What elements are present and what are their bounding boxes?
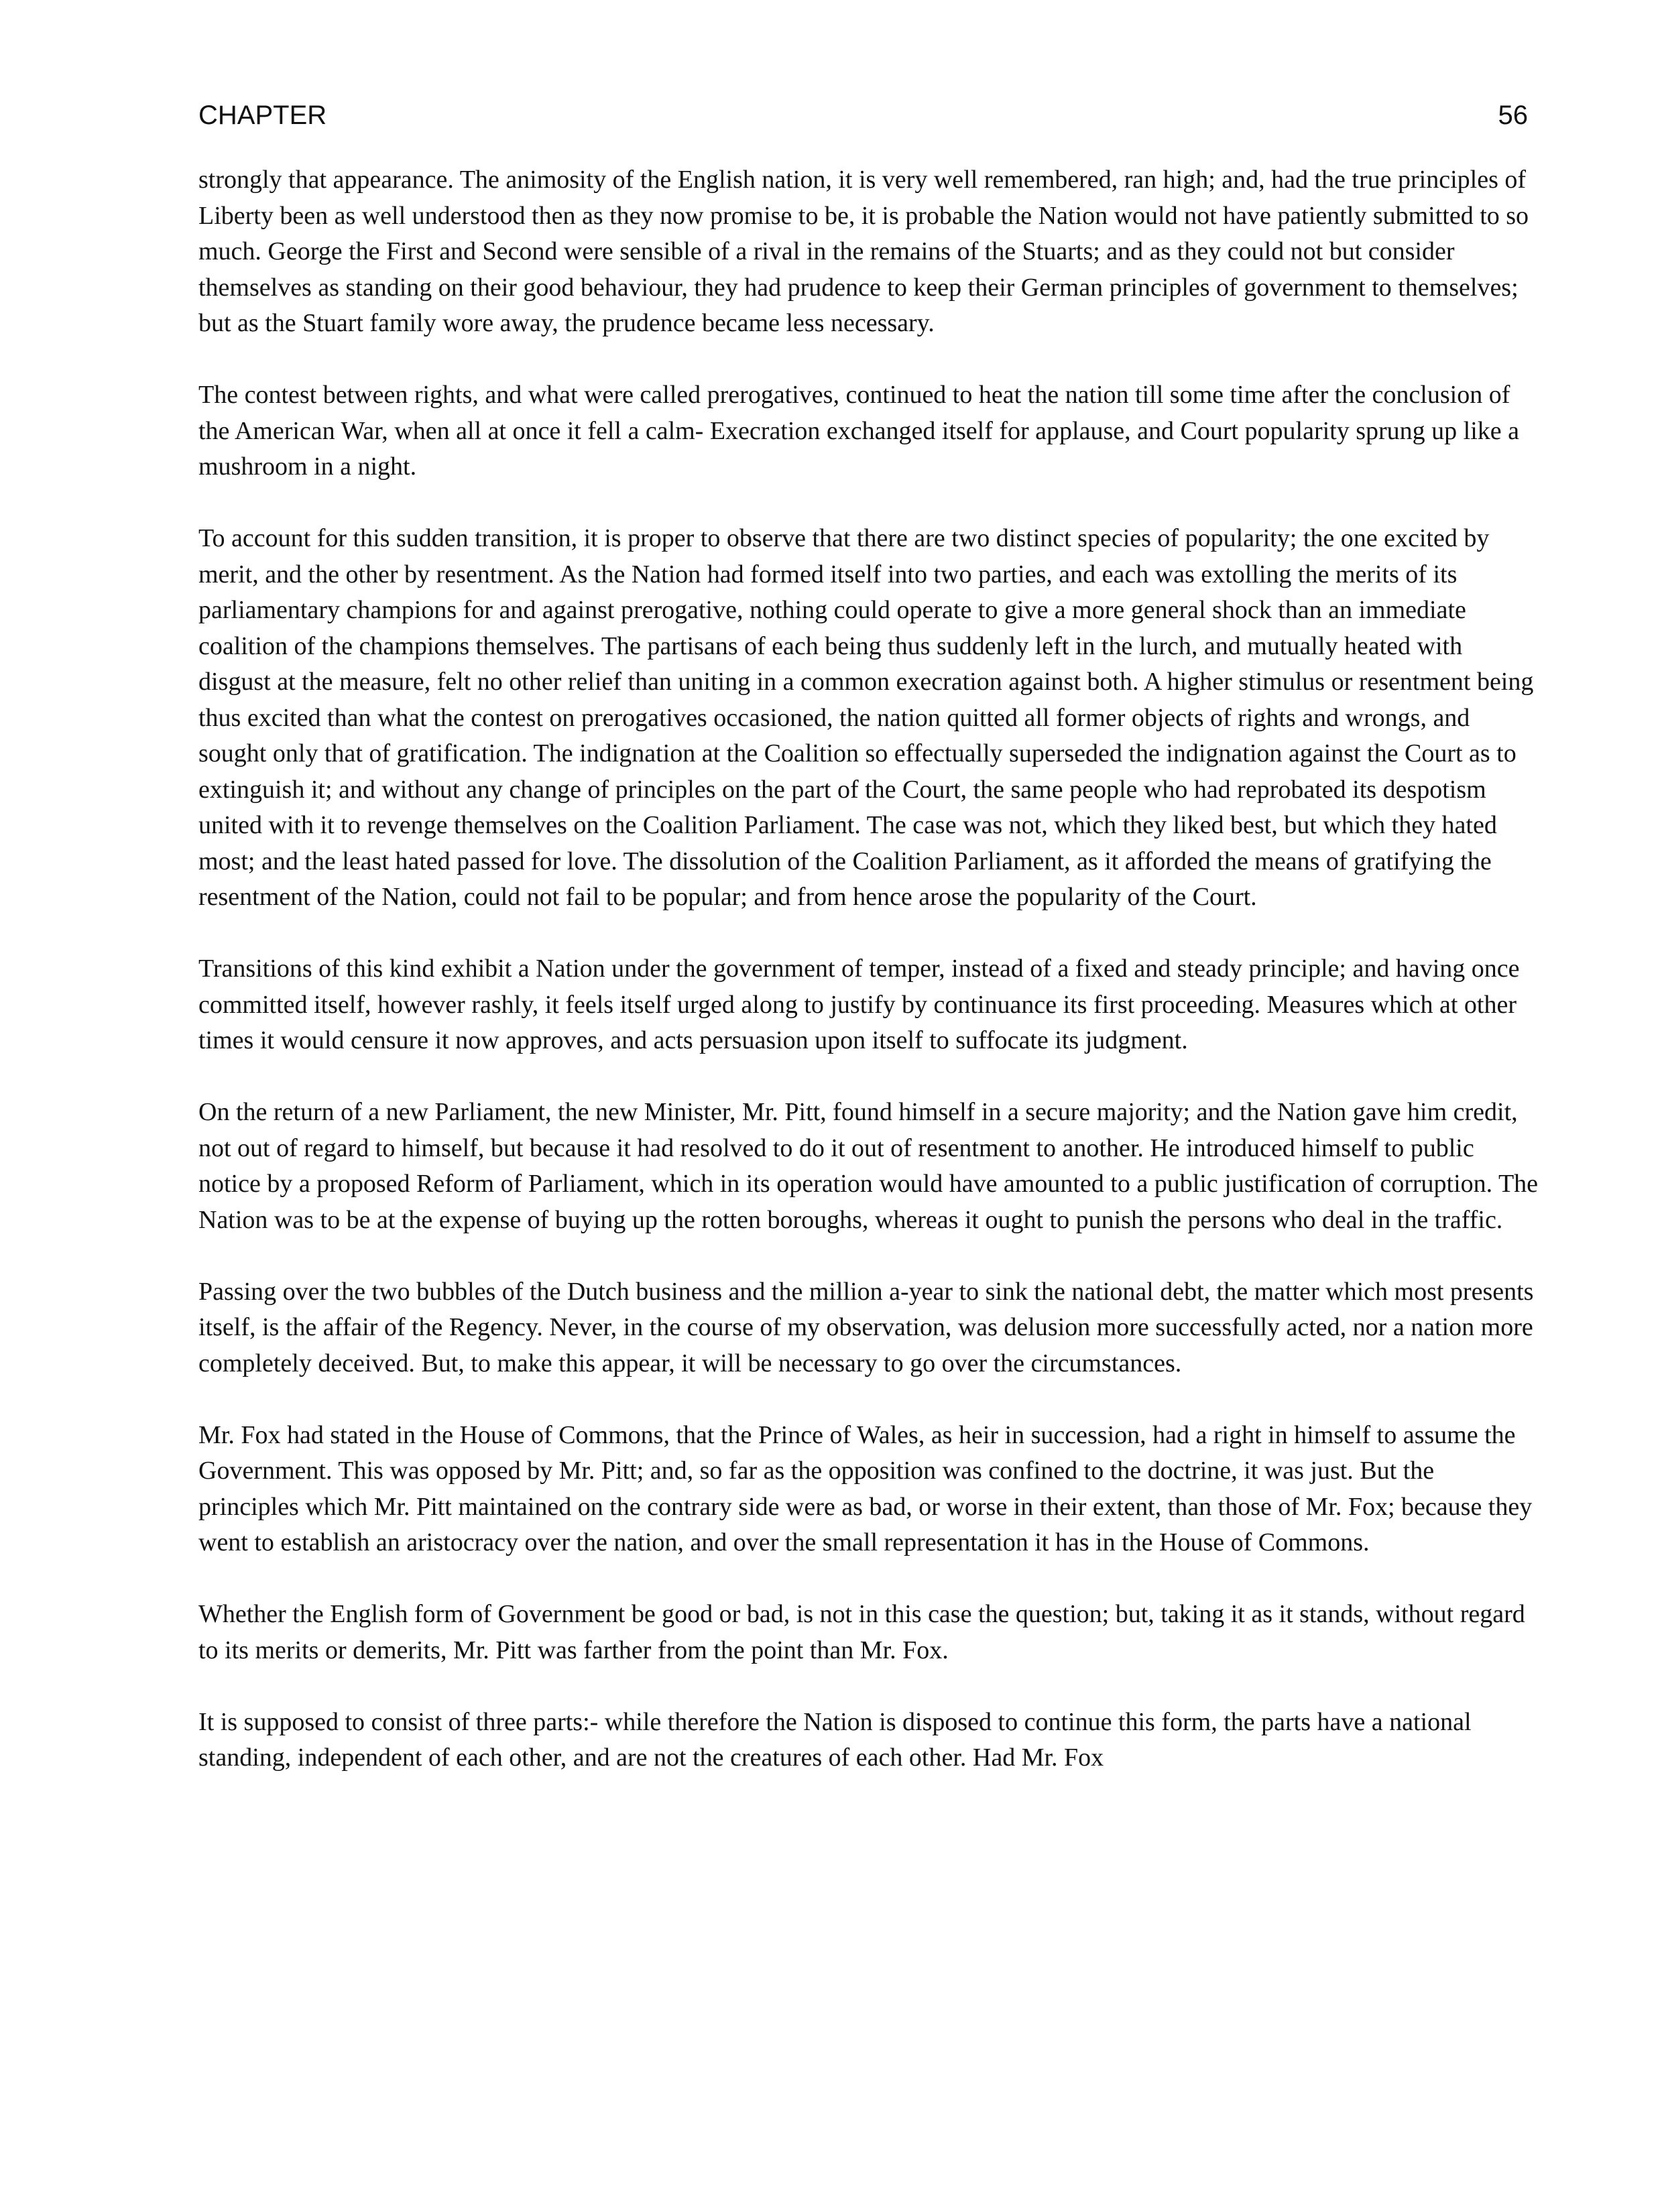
paragraph: Whether the English form of Government be good or bad, is not in this case the question; but, taking it as it stands, without regard to its merits or demerits, Mr. Pitt was farther from the point than Mr. Fox. [198,1600,1525,1664]
paragraph: Transitions of this kind exhibit a Nation under the government of temper, instead of a fixed and steady principle; and having once committed itself, however rashly, it feels itself urged along to justify by continuance its first proceeding. Measures which at other times it would censure it now approves, and acts persuasion upon itself to suffocate its judgment. [198,955,1520,1054]
body-text [198,162,1539,1776]
page-number: 56 [1498,101,1528,130]
paragraph: To account for this sudden transition, it is proper to observe that there are two distinct species of popularity; the one excited by merit, and the other by resentment. As the Nation had formed itself into two parties, and each was extolling the merits of its parliamentary champions for and against prerogative, nothing could operate to give a more general shock than an immediate coalition of the champions themselves. The partisans of each being thus suddenly left in the lurch, and mutually heated with disgust at the measure, felt no other relief than uniting in a common execration against both. A higher stimulus or resentment being thus excited than what the contest on prerogatives occasioned, the nation quitted all former objects of rights and wrongs, and sought only that of gratification. The indignation at the Coalition so effectually superseded the indignation against the Court as to extinguish it; and without any change of principles on the part of the Court, the same people who had reprobated its despotism united with it to revenge themselves on the Coalition Parliament. The case was not, which they liked best, but which they hated most; and the least hated passed for love. The dissolution of the Coalition Parliament, as it afforded the means of gratifying the resentment of the Nation, could not fail to be popular; and from hence arose the popularity of the Court. [198,524,1534,911]
paragraph: strongly that appearance. The animosity of the English nation, it is very well remembered, ran high; and, had the true principles of Liberty been as well understood then as they now promise to be, it is probable the Nation would not have patiently submitted to so much. George the First and Second were sensible of a rival in the remains of the Stuarts; and as they could not but consider themselves as standing on their good behaviour, they had prudence to keep their German principles of government to themselves; but as the Stuart family wore away, the prudence became less necessary. [198,166,1529,337]
running-header [198,101,1528,141]
paragraph: It is supposed to consist of three parts:- while therefore the Nation is disposed to continue this form, the parts have a national standing, independent of each other, and are not the creatures of each other. Had Mr. Fox [198,1707,1472,1772]
paragraph: On the return of a new Parliament, the new Minister, Mr. Pitt, found himself in a secure majority; and the Nation gave him credit, not out of regard to himself, but because it had resolved to do it out of resentment to another. He introduced himself to public notice by a proposed Reform of Parliament, which in its operation would have amounted to a public justification of corruption. The Nation was to be at the expense of buying up the rotten boroughs, whereas it ought to punish the persons who deal in the traffic. [198,1098,1539,1234]
paragraph: The contest between rights, and what were called prerogatives, continued to heat the nation till some time after the conclusion of the American War, when all at once it fell a calm- Execration exchanged itself for applause, and Court popularity sprung up like a mushroom in a night. [198,381,1520,481]
paragraph: Passing over the two bubbles of the Dutch business and the million a-year to sink the national debt, the matter which most presents itself, is the affair of the Regency. Never, in the course of my observation, was delusion more successfully acted, nor a nation more completely deceived. But, to make this appear, it will be necessary to go over the circumstances. [198,1277,1534,1377]
chapter-title: CHAPTER [198,101,327,130]
paragraph: Mr. Fox had stated in the House of Commons, that the Prince of Wales, as heir in succession, had a right in himself to assume the Government. This was opposed by Mr. Pitt; and, so far as the opposition was confined to the doctrine, it was just. But the principles which Mr. Pitt maintained on the contrary side were as bad, or worse in their extent, than those of Mr. Fox; because they went to establish an aristocracy over the nation, and over the small representation it has in the House of Commons. [198,1420,1533,1556]
